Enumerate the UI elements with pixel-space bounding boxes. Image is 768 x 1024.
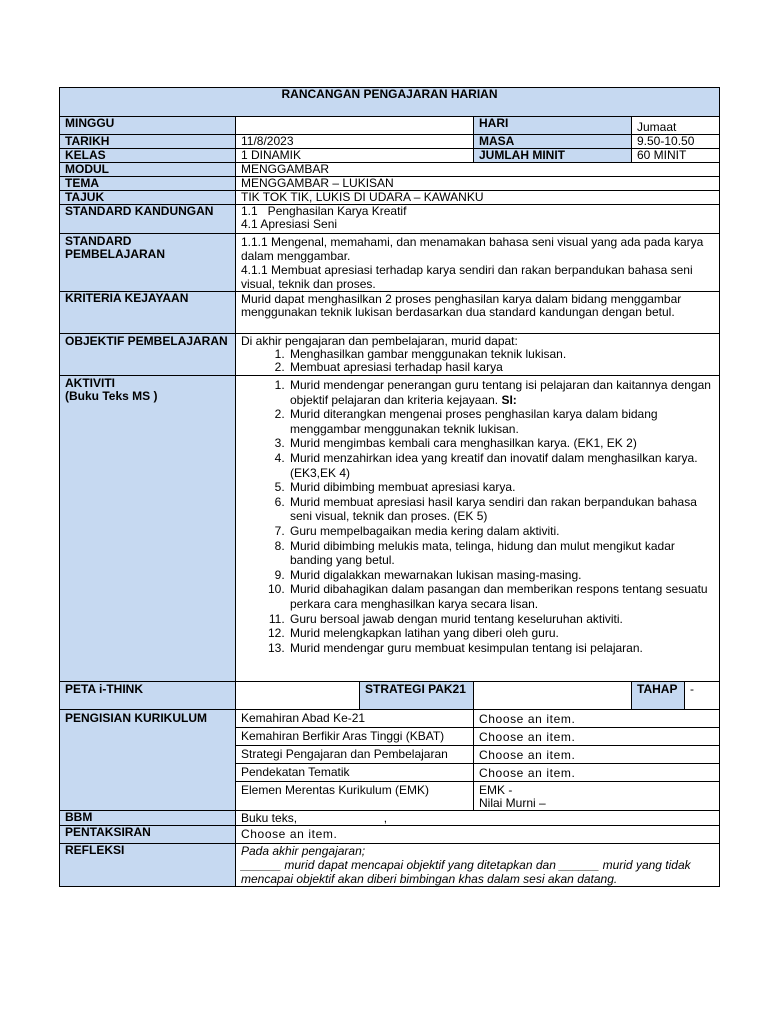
refleksi-line: Pada akhir pengajaran; <box>241 844 366 858</box>
standard-pembelajaran-line: 1.1.1 Mengenal, memahami, dan menamakan bahasa seni visual yang ada pada karya dalam menggambar. <box>241 235 704 263</box>
aktiviti-item: 3. Murid mengimbas kembali cara menghasilkan karya. (EK1, EK 2) <box>288 436 714 451</box>
standard-kandungan-value[interactable] <box>236 205 720 234</box>
tematik-dropdown[interactable]: Choose an item. <box>474 764 720 782</box>
tarikh-label: TARIKH <box>60 135 236 149</box>
aktiviti-sublabel: (Buku Teks MS ) <box>65 389 158 403</box>
bbm-label: BBM <box>60 811 236 826</box>
pengisian-label: PENGISIAN KURIKULUM <box>60 710 236 811</box>
jumlah-minit-label: JUMLAH MINIT <box>474 149 632 163</box>
aktiviti-label: AKTIVITI <box>65 376 115 390</box>
standard-kandungan-line: 4.1 Apresiasi Seni <box>241 217 338 231</box>
strategi-pdp-dropdown[interactable]: Choose an item. <box>474 746 720 764</box>
objektif-item: 2. Membuat apresiasi terhadap hasil karya <box>288 361 714 374</box>
aktiviti-item: 6. Murid membuat apresiasi hasil karya sendiri dan rakan berpandukan bahasa seni visual, teknik dan proses. (EK 5) <box>288 495 714 524</box>
standard-pembelajaran-label: STANDARD PEMBELAJARAN <box>60 234 236 292</box>
minggu-value[interactable] <box>236 117 474 135</box>
aktiviti-item: 1. Murid mendengar penerangan guru tentang isi pelajaran dan kaitannya dengan objektif pelajaran dan kriteria kejayaan. SI: <box>288 378 714 407</box>
tajuk-value[interactable]: TIK TOK TIK, LUKIS DI UDARA – KAWANKU <box>236 191 720 205</box>
aktiviti-item: 10. Murid dibahagikan dalam pasangan dan memberikan respons tentang sesuatu perkara cara menghasilkan karya secara lisan. <box>288 582 714 611</box>
aktiviti-item: 12. Murid melengkapkan latihan yang diberi oleh guru. <box>288 626 714 641</box>
aktiviti-item: 13. Murid mendengar guru membuat kesimpulan tentang isi pelajaran. <box>288 641 714 656</box>
pengisian-item-name: Pendekatan Tematik <box>236 764 474 782</box>
peta-value[interactable] <box>236 682 360 710</box>
pentaksiran-label: PENTAKSIRAN <box>60 826 236 844</box>
aktiviti-item: 8. Murid dibimbing melukis mata, telinga, hidung dan mulut mengikut kadar banding yang betul. <box>288 539 714 568</box>
pentaksiran-dropdown[interactable]: Choose an item. <box>236 826 720 844</box>
standard-kandungan-label: STANDARD KANDUNGAN <box>60 205 236 234</box>
hari-value[interactable]: Jumaat <box>632 117 720 135</box>
nilai-murni-value: Nilai Murni – <box>479 796 546 810</box>
pengisian-item-name: Kemahiran Berfikir Aras Tinggi (KBAT) <box>236 728 474 746</box>
document-title: RANCANGAN PENGAJARAN HARIAN <box>60 88 720 117</box>
kriteria-label: KRITERIA KEJAYAAN <box>60 292 236 334</box>
modul-label: MODUL <box>60 163 236 177</box>
peta-label: PETA i-THINK <box>60 682 236 710</box>
hari-label: HARI <box>474 117 632 135</box>
aktiviti-value[interactable] <box>236 376 720 682</box>
objektif-intro: Di akhir pengajaran dan pembelajaran, murid dapat: <box>241 334 518 348</box>
modul-value[interactable]: MENGGAMBAR <box>236 163 720 177</box>
refleksi-value[interactable] <box>236 844 720 887</box>
tajuk-label: TAJUK <box>60 191 236 205</box>
refleksi-line: ______ murid dapat mencapai objektif yang ditetapkan dan ______ murid yang tidak mencapai objektif akan diberi bimbingan khas dalam sesi akan datang. <box>241 858 691 886</box>
strategi-value[interactable] <box>474 682 632 710</box>
abad-21-dropdown[interactable]: Choose an item. <box>474 710 720 728</box>
aktiviti-item: 7. Guru mempelbagaikan media kering dalam aktiviti. <box>288 524 714 539</box>
emk-name: Elemen Merentas Kurikulum (EMK) <box>236 782 474 811</box>
objektif-item: 1. Menghasilkan gambar menggunakan teknik lukisan. <box>288 348 714 361</box>
kelas-value[interactable]: 1 DINAMIK <box>236 149 474 163</box>
tahap-label: TAHAP <box>632 682 685 710</box>
aktiviti-item: 2. Murid diterangkan mengenai proses penghasilan karya dalam bidang menggambar menggunakan teknik lukisan. <box>288 407 714 436</box>
kbat-dropdown[interactable]: Choose an item. <box>474 728 720 746</box>
refleksi-label: REFLEKSI <box>60 844 236 887</box>
tahap-value[interactable]: - <box>685 682 720 710</box>
tarikh-value[interactable]: 11/8/2023 <box>236 135 474 149</box>
pengisian-item-name: Kemahiran Abad Ke-21 <box>236 710 474 728</box>
kriteria-value[interactable]: Murid dapat menghasilkan 2 proses penghasilan karya dalam bidang menggambar menggunakan teknik lukisan berdasarkan dua standard kandungan dengan betul. <box>236 292 720 334</box>
aktiviti-list <box>241 378 714 655</box>
aktiviti-label-cell <box>60 376 236 682</box>
aktiviti-item: 4. Murid menzahirkan idea yang kreatif dan inovatif dalam menghasilkan karya. (EK3,EK 4) <box>288 451 714 480</box>
aktiviti-item: 5. Murid dibimbing membuat apresiasi karya. <box>288 480 714 495</box>
emk-value: EMK - <box>479 783 513 797</box>
objektif-value[interactable] <box>236 334 720 376</box>
aktiviti-item: 11. Guru bersoal jawab dengan murid tentang keseluruhan aktiviti. <box>288 612 714 627</box>
tema-label: TEMA <box>60 177 236 191</box>
kelas-label: KELAS <box>60 149 236 163</box>
tema-value[interactable]: MENGGAMBAR – LUKISAN <box>236 177 720 191</box>
masa-value[interactable]: 9.50-10.50 <box>632 135 720 149</box>
objektif-label: OBJEKTIF PEMBELAJARAN <box>60 334 236 376</box>
lesson-plan-table <box>59 87 720 887</box>
standard-pembelajaran-line: 4.1.1 Membuat apresiasi terhadap karya sendiri dan rakan berpandukan bahasa seni visual, teknik dan proses. <box>241 263 693 291</box>
minggu-label: MINGGU <box>60 117 236 135</box>
strategi-label: STRATEGI PAK21 <box>360 682 474 710</box>
bbm-value[interactable]: Buku teks, , <box>236 811 720 826</box>
aktiviti-item: 9. Murid digalakkan mewarnakan lukisan masing-masing. <box>288 568 714 583</box>
standard-pembelajaran-value[interactable] <box>236 234 720 292</box>
pengisian-item-name: Strategi Pengajaran dan Pembelajaran <box>236 746 474 764</box>
standard-kandungan-line: 1.1 Penghasilan Karya Kreatif <box>241 204 407 218</box>
jumlah-minit-value[interactable]: 60 MINIT <box>632 149 720 163</box>
emk-value-cell[interactable] <box>474 782 720 811</box>
masa-label: MASA <box>474 135 632 149</box>
